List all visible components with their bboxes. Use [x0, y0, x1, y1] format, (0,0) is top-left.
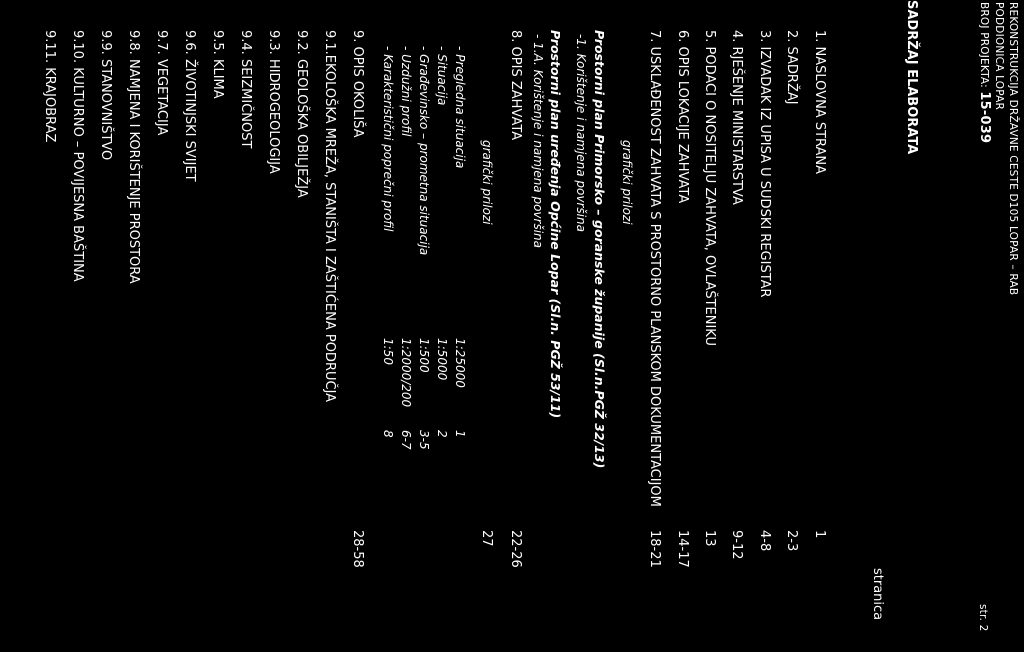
- section7-plan1-title: Prostorni plan Primorsko – goranske županije (Sl.n.PGŽ 32/13): [592, 30, 607, 469]
- drawing-scale: 1:500: [417, 338, 431, 373]
- drawing-name: - Karakteristični poprečni profil: [381, 46, 395, 232]
- page-number: str. 2: [977, 604, 989, 632]
- drawing-scale: 1:2000/200: [399, 338, 413, 408]
- subsection-9-5: 9.5. KLIMA: [210, 30, 225, 99]
- toc-item-9: 9. OPIS OKOLIŠA: [350, 30, 365, 138]
- subsection-9-11: 9.11. KRAJOBRAZ: [42, 30, 57, 143]
- section7-plan2-item: - 1.A. Korištenje i namjena površina: [531, 34, 545, 249]
- toc-item-1: 1. NASLOVNA STRANA: [812, 30, 827, 175]
- drawing-sheet: 3-5: [417, 430, 431, 450]
- drawing-sheet: 2: [435, 430, 449, 438]
- toc-page-7: 18-21: [647, 530, 662, 568]
- subsection-9-6: 9.6. ŽIVOTINJSKI SVIJET: [182, 30, 197, 182]
- toc-page-2: 2-3: [784, 530, 799, 552]
- toc-page-6: 14-17: [675, 530, 690, 568]
- drawing-sheet: 1: [453, 430, 467, 438]
- toc-page-5: 13: [702, 530, 717, 547]
- subsection-9-7: 9.7. VEGETACIJA: [154, 30, 169, 136]
- subsection-9-9: 9.9. STANOVNIŠTVO: [98, 30, 113, 161]
- section8-graphic-label: grafički prilozi: [480, 140, 494, 225]
- toc-page-3: 4-8: [757, 530, 772, 552]
- toc-item-4: 4. RJEŠENJE MINISTARSTVA: [729, 30, 744, 205]
- toc-item-5: 5. PODACI O NOSITELJU ZAHVATA, OVLAŠTENIKU: [702, 30, 717, 346]
- toc-page-8: 22-26: [508, 530, 523, 568]
- page-title: SADRŽAJ ELABORATA: [904, 0, 919, 155]
- section8-graphic-page: 27: [479, 530, 494, 547]
- toc-page-9: 28-58: [350, 530, 365, 568]
- drawing-name: - Građevinsko – prometna situacija: [417, 46, 431, 256]
- subsection-9-2: 9.2. GEOLOŠKA OBILJEŽJA: [294, 30, 309, 198]
- subsection-9-1: 9.1.EKOLOŠKA MREŽA, STANIŠTA I ZAŠTIĆENA PODRUČJA: [322, 30, 337, 403]
- drawing-name: - Uzdužni profil: [399, 46, 413, 137]
- drawing-name: - Pregledna situacija: [453, 46, 467, 169]
- toc-item-7: 7. USKLAĐENOST ZAHVATA S PROSTORNO PLANSKOM DOKUMENTACIJOM: [647, 30, 662, 507]
- header-line-1: REKONSTRUKCIJA DRŽAVNE CESTE D105 LOPAR – RAB: [1007, 2, 1019, 296]
- drawing-sheet: 8: [381, 430, 395, 438]
- toc-item-6: 6. OPIS LOKACIJE ZAHVATA: [675, 30, 690, 204]
- toc-page-4: 9-12: [729, 530, 744, 560]
- subsection-9-4: 9.4. SEIZMIČNOST: [238, 30, 253, 149]
- toc-item-3: 3. IZVADAK IZ UPISA U SUDSKI REGISTAR: [757, 30, 772, 298]
- section7-plan1-item: -1. Korištenje i namjena površina: [574, 34, 588, 232]
- drawing-scale: 1:50: [381, 338, 395, 365]
- drawing-name: - Situacija: [435, 46, 449, 106]
- toc-page-1: 1: [812, 530, 827, 539]
- drawing-scale: 1:5000: [435, 338, 449, 381]
- subsection-9-3: 9.3. HIDROGEOLOGIJA: [266, 30, 281, 174]
- subsection-9-10: 9.10. KULTURNO – POVIJESNA BAŠTINA: [70, 30, 85, 282]
- project-number: 15-039: [977, 91, 992, 144]
- drawing-sheet: 6-7: [399, 430, 413, 450]
- toc-item-2: 2. SADRŽAJ: [784, 30, 799, 105]
- subsection-9-8: 9.8. NAMJENA I KORIŠTENJE PROSTORA: [126, 30, 141, 284]
- toc-item-8: 8. OPIS ZAHVATA: [508, 30, 523, 141]
- page-column-label: stranica: [870, 568, 885, 621]
- drawing-scale: 1:25000: [453, 338, 467, 388]
- section7-graphic-label: grafički prilozi: [620, 140, 634, 225]
- header-project: [978, 2, 991, 143]
- section7-plan2-title: Prostorni plan uređenja Općine Lopar (Sl.n. PGŽ 53/11): [548, 30, 563, 419]
- header-line-2: PODDIONICA LOPAR: [993, 2, 1005, 111]
- project-prefix: BROJ PROJEKTA:: [978, 2, 990, 88]
